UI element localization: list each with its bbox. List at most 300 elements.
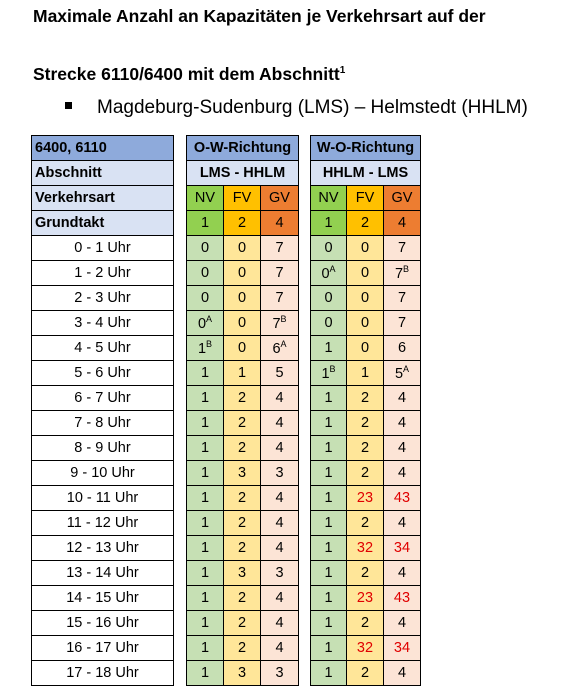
table-row [187, 436, 299, 461]
cell-value: 1 [324, 515, 333, 531]
cell-value: 0 [324, 290, 333, 306]
table-row [32, 286, 174, 311]
table-row [311, 561, 421, 586]
cell-value: 1 [324, 540, 333, 556]
ow-cell-gv [261, 386, 299, 411]
table-row [32, 586, 174, 611]
ow-section: LMS - HHLM [187, 161, 299, 186]
cell-value: 1 [197, 340, 207, 357]
wo-cell-fv [347, 561, 384, 586]
wo-cell-nv [311, 586, 347, 611]
wo-cell-gv [384, 636, 421, 661]
table-row [187, 336, 299, 361]
cell-value: 1 [324, 615, 333, 631]
ow-cell-nv [187, 661, 224, 686]
cell-value: 5 [394, 365, 404, 382]
ow-cell-nv [187, 461, 224, 486]
ow-cell-nv [187, 536, 224, 561]
cell-value: 1 [200, 590, 210, 606]
ow-cell-fv [224, 561, 261, 586]
cell-value: 1 [324, 590, 333, 606]
time-slot: 10 - 11 Uhr [32, 486, 174, 511]
table-row [311, 261, 421, 286]
table-row [311, 386, 421, 411]
cell-value: 1 [324, 340, 333, 356]
cell-value: 3 [275, 565, 284, 581]
wo-cell-gv [384, 436, 421, 461]
table-row [187, 661, 299, 686]
ow-cell-gv [261, 636, 299, 661]
wo-type-fv: FV [347, 186, 384, 211]
cell-value: 1 [200, 390, 210, 406]
ow-cell-fv [224, 536, 261, 561]
table-row [32, 536, 174, 561]
table-row [32, 236, 174, 261]
cell-value: 2 [237, 615, 247, 631]
wo-direction-header: W-O-Richtung [311, 136, 421, 161]
ow-direction-header: O-W-Richtung [187, 136, 299, 161]
table-row [187, 286, 299, 311]
wo-cell-fv [347, 511, 384, 536]
cell-value: 2 [237, 390, 247, 406]
ow-direction-table [186, 135, 299, 686]
cell-value: 1 [324, 465, 333, 481]
ow-cell-gv [261, 486, 299, 511]
cell-footnote: A [280, 339, 287, 350]
wo-cell-nv [311, 436, 347, 461]
cell-value: 2 [237, 440, 247, 456]
cell-value: 32 [356, 540, 374, 556]
wo-cell-nv [311, 461, 347, 486]
cell-value: 1 [324, 490, 333, 506]
ow-cell-nv [187, 561, 224, 586]
table-header: 6400, 6110 [32, 136, 174, 161]
cell-value: 0 [360, 290, 370, 306]
ow-cell-gv [261, 261, 299, 286]
table-row [187, 386, 299, 411]
cell-value: 4 [275, 515, 284, 531]
wo-cell-fv [347, 586, 384, 611]
wo-cell-fv [347, 411, 384, 436]
time-slot: 6 - 7 Uhr [32, 386, 174, 411]
ow-type-nv: NV [187, 186, 224, 211]
cell-footnote: B [329, 364, 336, 375]
ow-cell-fv [224, 236, 261, 261]
table-row [187, 561, 299, 586]
cell-value: 7 [397, 240, 407, 256]
ow-cell-gv [261, 561, 299, 586]
wo-cell-gv [384, 361, 421, 386]
table-row [32, 561, 174, 586]
time-slot: 16 - 17 Uhr [32, 636, 174, 661]
cell-value: 1 [321, 365, 330, 382]
ow-cell-fv [224, 661, 261, 686]
table-row [187, 461, 299, 486]
cell-value: 3 [275, 465, 284, 481]
cell-value: 7 [272, 315, 281, 332]
ow-cell-gv [261, 436, 299, 461]
table-row [311, 511, 421, 536]
cell-value: 2 [360, 615, 370, 631]
ow-cell-fv [224, 511, 261, 536]
cell-value: 2 [360, 390, 370, 406]
cell-value: 1 [200, 415, 210, 431]
wo-cell-gv [384, 511, 421, 536]
cell-footnote: A [206, 314, 213, 325]
cell-value: 0 [197, 315, 207, 332]
cell-value: 0 [360, 315, 370, 331]
wo-cell-fv [347, 536, 384, 561]
cell-value: 2 [360, 565, 370, 581]
cell-value: 2 [360, 465, 370, 481]
wo-cell-fv [347, 286, 384, 311]
table-row [187, 586, 299, 611]
ow-cell-fv [224, 311, 261, 336]
cell-value: 3 [237, 465, 247, 481]
table-row [311, 336, 421, 361]
ow-cell-fv [224, 586, 261, 611]
ow-cell-fv [224, 461, 261, 486]
wo-cell-fv [347, 636, 384, 661]
cell-value: 4 [275, 390, 284, 406]
ow-cell-gv [261, 361, 299, 386]
cell-value: 23 [356, 490, 374, 506]
cell-value: 1 [200, 465, 210, 481]
wo-cell-fv [347, 461, 384, 486]
cell-value: 1 [324, 665, 333, 681]
cell-value: 1 [200, 665, 210, 681]
cell-value: 1 [324, 640, 333, 656]
cell-value: 0 [237, 340, 247, 356]
ow-cell-nv [187, 511, 224, 536]
cell-value: 34 [393, 640, 411, 656]
wo-cell-nv [311, 386, 347, 411]
cell-value: 0 [321, 265, 330, 282]
wo-cell-nv [311, 411, 347, 436]
ow-cell-gv [261, 411, 299, 436]
table-row [32, 661, 174, 686]
wo-cell-fv [347, 311, 384, 336]
cell-value: 2 [237, 590, 247, 606]
wo-cell-gv [384, 486, 421, 511]
table-row [311, 286, 421, 311]
wo-cell-gv [384, 611, 421, 636]
ow-cell-fv [224, 611, 261, 636]
wo-grundtakt-nv: 1 [311, 211, 347, 236]
wo-type-gv: GV [384, 186, 421, 211]
bullet-text: Magdeburg-Sudenburg (LMS) – Helmstedt (HHLM) [97, 97, 528, 118]
table-row [311, 311, 421, 336]
wo-cell-fv [347, 611, 384, 636]
cell-value: 1 [324, 440, 333, 456]
cell-value: 1 [200, 440, 210, 456]
cell-value: 4 [397, 565, 407, 581]
table-row [311, 536, 421, 561]
wo-cell-nv [311, 311, 347, 336]
ow-cell-fv [224, 336, 261, 361]
cell-footnote: B [280, 314, 287, 325]
time-slot: 2 - 3 Uhr [32, 286, 174, 311]
ow-cell-nv [187, 261, 224, 286]
wo-cell-nv [311, 486, 347, 511]
cell-footnote: A [329, 264, 336, 275]
table-row [311, 611, 421, 636]
cell-value: 1 [360, 365, 370, 381]
table-row [311, 461, 421, 486]
table-row [32, 436, 174, 461]
table-row [32, 311, 174, 336]
table-row [32, 261, 174, 286]
cell-value: 0 [200, 240, 210, 256]
table-row [187, 361, 299, 386]
ow-cell-gv [261, 461, 299, 486]
table-row [311, 661, 421, 686]
table-row [311, 586, 421, 611]
wo-grundtakt-gv: 4 [384, 211, 421, 236]
cell-value: 0 [237, 240, 247, 256]
cell-value: 4 [275, 615, 284, 631]
ow-cell-fv [224, 486, 261, 511]
ow-cell-nv [187, 611, 224, 636]
table-row [187, 261, 299, 286]
ow-grundtakt-fv: 2 [224, 211, 261, 236]
cell-value: 7 [275, 240, 284, 256]
ow-cell-nv [187, 386, 224, 411]
cell-value: 2 [360, 665, 370, 681]
wo-cell-nv [311, 661, 347, 686]
wo-cell-gv [384, 661, 421, 686]
cell-value: 4 [397, 615, 407, 631]
cell-value: 1 [200, 540, 210, 556]
cell-footnote: B [206, 339, 213, 350]
time-slot: 4 - 5 Uhr [32, 336, 174, 361]
bullet-item [65, 97, 528, 119]
ow-cell-nv [187, 436, 224, 461]
time-slot: 3 - 4 Uhr [32, 311, 174, 336]
cell-value: 2 [237, 490, 247, 506]
time-slot: 11 - 12 Uhr [32, 511, 174, 536]
ow-cell-gv [261, 286, 299, 311]
cell-value: 1 [237, 365, 247, 381]
cell-value: 4 [397, 515, 407, 531]
time-slot: 1 - 2 Uhr [32, 261, 174, 286]
cell-value: 0 [360, 340, 370, 356]
ow-cell-gv [261, 336, 299, 361]
wo-cell-gv [384, 286, 421, 311]
ow-cell-gv [261, 311, 299, 336]
cell-value: 1 [200, 565, 210, 581]
table-row [311, 636, 421, 661]
table-row [32, 386, 174, 411]
time-slot: 7 - 8 Uhr [32, 411, 174, 436]
wo-cell-gv [384, 536, 421, 561]
cell-value: 0 [237, 290, 247, 306]
heading-footnote: 1 [339, 65, 346, 77]
wo-cell-gv [384, 386, 421, 411]
wo-cell-gv [384, 261, 421, 286]
table-row [187, 636, 299, 661]
cell-value: 0 [200, 265, 210, 281]
cell-value: 2 [360, 415, 370, 431]
ow-cell-nv [187, 486, 224, 511]
ow-cell-fv [224, 636, 261, 661]
table-row [32, 486, 174, 511]
table-row [311, 486, 421, 511]
ow-cell-gv [261, 661, 299, 686]
cell-value: 4 [397, 415, 407, 431]
cell-value: 1 [324, 390, 333, 406]
wo-cell-fv [347, 486, 384, 511]
ow-cell-nv [187, 286, 224, 311]
time-slot: 9 - 10 Uhr [32, 461, 174, 486]
ow-cell-nv [187, 336, 224, 361]
section-table [31, 135, 174, 686]
ow-type-gv: GV [261, 186, 299, 211]
ow-cell-gv [261, 511, 299, 536]
cell-value: 0 [237, 315, 247, 331]
wo-cell-fv [347, 361, 384, 386]
cell-value: 0 [324, 240, 333, 256]
time-slot: 15 - 16 Uhr [32, 611, 174, 636]
ow-cell-nv [187, 361, 224, 386]
cell-value: 7 [394, 265, 404, 282]
cell-value: 2 [237, 640, 247, 656]
wo-cell-fv [347, 386, 384, 411]
cell-value: 43 [393, 590, 411, 606]
table-row [187, 536, 299, 561]
time-slot: 13 - 14 Uhr [32, 561, 174, 586]
ow-cell-nv [187, 236, 224, 261]
label-abschnitt: Abschnitt [32, 161, 174, 186]
wo-cell-fv [347, 336, 384, 361]
wo-cell-gv [384, 411, 421, 436]
cell-value: 0 [237, 265, 247, 281]
wo-grundtakt-fv: 2 [347, 211, 384, 236]
cell-value: 6 [397, 340, 407, 356]
cell-value: 5 [275, 365, 284, 381]
table-row [32, 611, 174, 636]
wo-direction-table [310, 135, 421, 686]
heading-line-1: Maximale Anzahl an Kapazitäten je Verkehrsart auf der [33, 6, 486, 26]
cell-value: 2 [360, 440, 370, 456]
cell-value: 0 [200, 290, 210, 306]
time-slot: 8 - 9 Uhr [32, 436, 174, 461]
label-verkehrsart: Verkehrsart [32, 186, 174, 211]
cell-value: 1 [200, 490, 210, 506]
table-row [32, 636, 174, 661]
table-row [32, 411, 174, 436]
cell-value: 1 [324, 565, 333, 581]
cell-value: 34 [393, 540, 411, 556]
wo-cell-gv [384, 561, 421, 586]
ow-grundtakt-gv: 4 [261, 211, 299, 236]
cell-value: 3 [237, 565, 247, 581]
cell-value: 1 [200, 365, 210, 381]
wo-cell-fv [347, 261, 384, 286]
ow-cell-gv [261, 586, 299, 611]
cell-footnote: B [403, 264, 410, 275]
cell-value: 4 [275, 590, 284, 606]
cell-value: 4 [275, 415, 284, 431]
ow-cell-gv [261, 611, 299, 636]
cell-footnote: A [403, 364, 410, 375]
wo-cell-nv [311, 611, 347, 636]
cell-value: 0 [324, 315, 333, 331]
time-slot: 17 - 18 Uhr [32, 661, 174, 686]
wo-cell-gv [384, 586, 421, 611]
wo-cell-nv [311, 336, 347, 361]
cell-value: 2 [237, 540, 247, 556]
time-slot: 5 - 6 Uhr [32, 361, 174, 386]
table-row [32, 361, 174, 386]
heading-line-2-text: Strecke 6110/6400 mit dem Abschnitt [33, 64, 340, 84]
ow-cell-fv [224, 286, 261, 311]
cell-value: 2 [237, 415, 247, 431]
cell-value: 7 [275, 265, 284, 281]
wo-cell-fv [347, 436, 384, 461]
cell-value: 1 [200, 615, 210, 631]
wo-cell-fv [347, 236, 384, 261]
cell-value: 4 [275, 540, 284, 556]
cell-value: 3 [275, 665, 284, 681]
ow-cell-nv [187, 311, 224, 336]
table-row [187, 311, 299, 336]
cell-value: 1 [324, 415, 333, 431]
table-row [187, 511, 299, 536]
wo-cell-nv [311, 536, 347, 561]
time-slot: 14 - 15 Uhr [32, 586, 174, 611]
wo-cell-gv [384, 461, 421, 486]
table-row [187, 611, 299, 636]
table-row [187, 236, 299, 261]
cell-value: 4 [397, 390, 407, 406]
cell-value: 1 [200, 640, 210, 656]
wo-cell-nv [311, 236, 347, 261]
cell-value: 2 [360, 515, 370, 531]
table-row [187, 411, 299, 436]
cell-value: 4 [397, 465, 407, 481]
wo-cell-nv [311, 286, 347, 311]
table-row [187, 486, 299, 511]
wo-type-nv: NV [311, 186, 347, 211]
heading-line-2 [33, 64, 345, 85]
time-slot: 0 - 1 Uhr [32, 236, 174, 261]
table-row [32, 511, 174, 536]
cell-value: 0 [360, 240, 370, 256]
bullet-icon [65, 102, 72, 109]
ow-type-fv: FV [224, 186, 261, 211]
label-grundtakt: Grundtakt [32, 211, 174, 236]
cell-value: 32 [356, 640, 374, 656]
table-row [311, 361, 421, 386]
wo-cell-nv [311, 561, 347, 586]
table-row [311, 236, 421, 261]
ow-cell-fv [224, 411, 261, 436]
cell-value: 1 [200, 515, 210, 531]
cell-value: 4 [275, 440, 284, 456]
time-slot: 12 - 13 Uhr [32, 536, 174, 561]
ow-cell-fv [224, 261, 261, 286]
wo-cell-gv [384, 336, 421, 361]
cell-value: 4 [397, 665, 407, 681]
wo-cell-nv [311, 636, 347, 661]
wo-cell-nv [311, 261, 347, 286]
cell-value: 7 [397, 290, 407, 306]
table-row [311, 411, 421, 436]
wo-cell-gv [384, 311, 421, 336]
cell-value: 0 [360, 265, 370, 281]
cell-value: 2 [237, 515, 247, 531]
